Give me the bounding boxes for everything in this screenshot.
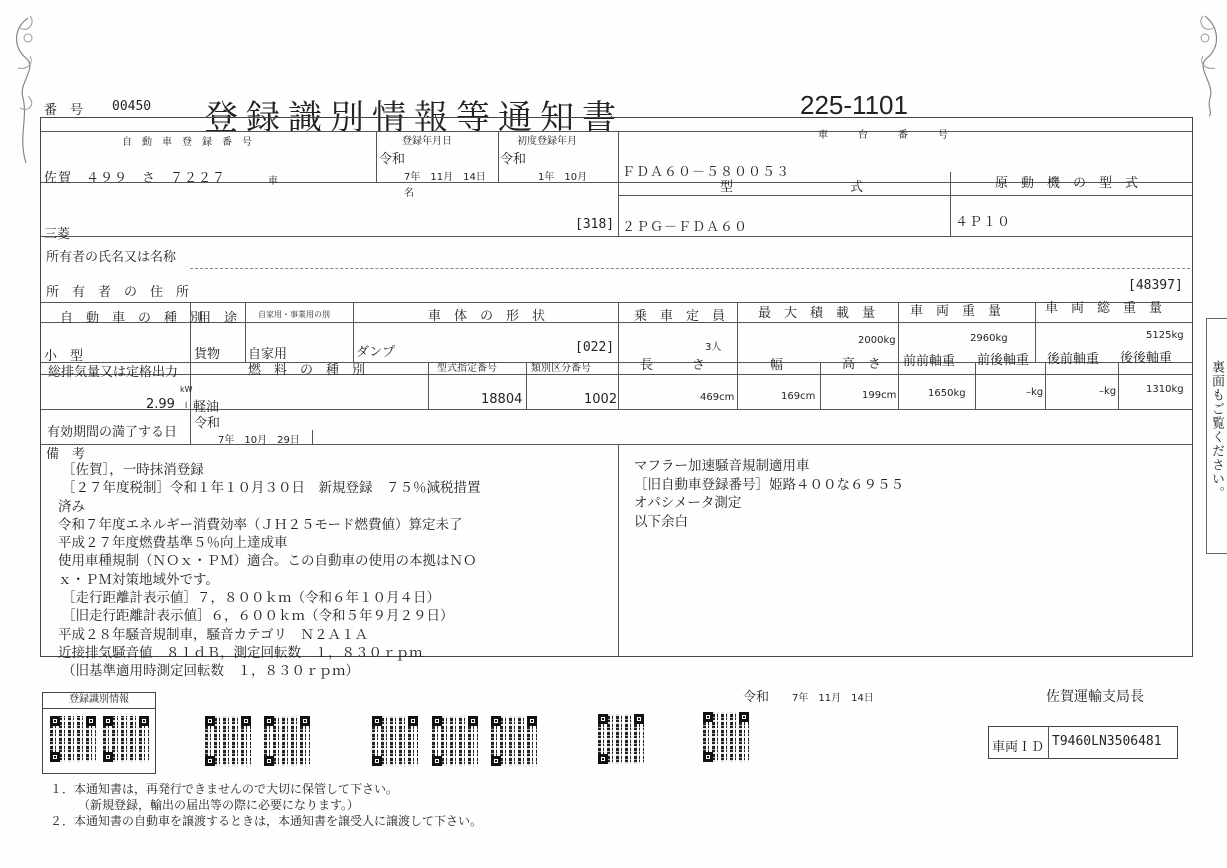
fuel-type: 軽油 [193, 400, 220, 415]
car-name-label-1: 車 [268, 176, 278, 187]
remarks-right [634, 457, 904, 531]
height-value: 199cm [862, 390, 897, 401]
remark-line: 済み [58, 498, 85, 515]
width-label: 幅 [770, 358, 784, 373]
number-value: 00450 [112, 99, 152, 114]
engine-model: ４Ｐ１０ [955, 215, 1012, 230]
vehicle-id: T9460LN3506481 [1052, 734, 1162, 749]
displacement-unit: kW [180, 385, 193, 394]
capacity-value: 3人 [705, 342, 722, 353]
document-code: 225-1101 [800, 90, 908, 120]
first-reg-era: 令和 [500, 152, 527, 167]
front-front-axle: 1650kg [928, 388, 966, 399]
reg-era: 令和 [379, 152, 406, 167]
model-value: ２ＰＧ－ＦＤＡ６０ [622, 220, 749, 235]
gross-weight-label: 車 両 総 重 量 [1045, 301, 1163, 316]
side-note: 裏面もご覧ください。 [1209, 360, 1224, 500]
fuel-type-label: 燃 料 の 種 別 [248, 363, 366, 378]
remark-line: 平成２８年騒音規制車，騒音カテゴリ Ｎ２Ａ１Ａ [58, 626, 368, 643]
type-number-label: 型式指定番号 [437, 363, 497, 374]
max-load-value: 2000kg [858, 335, 896, 346]
owner-address-code: [48397] [1128, 278, 1183, 293]
owner-address-label: 所 有 者 の 住 所 [46, 285, 190, 300]
type-number: 18804 [481, 392, 523, 407]
vehicle-weight-value: 2960kg [970, 333, 1008, 344]
max-load-label: 最 大 積 載 量 [758, 306, 876, 321]
remark-line: オパシメータ測定 [634, 495, 742, 511]
remark-line: ｘ・ＰＭ対策地域外です。 [58, 571, 219, 588]
maker-code: [318] [575, 217, 615, 232]
height-label: 高 さ [842, 357, 882, 372]
remark-line: 令和７年度エネルギー消費効率（ＪＨ２５モード燃費値）算定未了 [58, 516, 463, 533]
qr-code-icon [264, 716, 310, 766]
qr-code-icon [205, 716, 251, 766]
car-name-label-2: 名 [404, 188, 414, 199]
remark-line: 近接排気騒音値 ８１ｄＢ，測定回転数 １，８３０ｒｐｍ [58, 644, 423, 661]
owner-name-label: 所有者の氏名又は名称 [46, 250, 177, 265]
use-value: 貨物 [194, 347, 221, 362]
issue-era: 令和 [743, 690, 770, 705]
expiry-era: 令和 [194, 416, 221, 431]
front-front-axle-label: 前前軸重 [903, 354, 956, 369]
corner-ornament-right-icon [1185, 8, 1225, 118]
qr-code-icon [103, 716, 149, 762]
remark-line: 使用車種規制（ＮＯｘ・ＰＭ）適合。この自動車の使用の本拠はＮＯ [58, 553, 477, 570]
qr-code-icon [703, 712, 749, 762]
engine-label: 原 動 機 の 型 式 [995, 176, 1139, 191]
private-label: 自家用・事業用の別 [258, 310, 330, 319]
chassis-number: ＦＤＡ６０－５８００５３ [622, 165, 791, 180]
remarks-label: 備 考 [46, 447, 86, 462]
first-reg-label: 初度登録年月 [517, 136, 577, 147]
remark-line: ［佐賀］，一時抹消登録 [62, 462, 204, 478]
body-shape-code: [022] [575, 340, 615, 355]
displacement-label: 総排気量又は定格出力 [48, 365, 179, 380]
displacement-value: 2.99 [146, 397, 175, 412]
rear-front-axle-label: 後前軸重 [1047, 352, 1100, 367]
class-number-label: 類別区分番号 [531, 363, 591, 374]
qr-code-icon [598, 714, 644, 764]
number-label: 番 号 [44, 103, 84, 118]
use-label: 用 途 [198, 311, 238, 326]
rear-rear-axle: 1310kg [1146, 384, 1184, 395]
front-rear-axle-label: 前後軸重 [977, 353, 1030, 368]
class-number: 1002 [584, 392, 618, 407]
reg-date: 7年 11月 14日 [404, 172, 486, 183]
qr-code-icon [50, 716, 96, 762]
reg-info-label: 登録識別情報 [42, 692, 156, 709]
note-1: １．本通知書は，再発行できませんので大切に保管して下さい。 [50, 782, 399, 796]
displacement-liter: l [185, 401, 188, 410]
note-2: ２．本通知書の自動車を譲渡するときは，本通知書を譲受人に譲渡して下さい。 [50, 814, 483, 828]
page-title: 登録識別情報等通知書 [204, 98, 624, 138]
vehicle-kind: 小 型 [44, 349, 84, 364]
remark-line: ［走行距離計表示値］７，８００ｋｍ（令和６年１０月４日） [62, 590, 440, 607]
private-value: 自家用 [248, 347, 288, 362]
note-1b: （新規登録，輸出の届出等の際に必要になります。） [78, 798, 360, 812]
expiry-date: 7年 10月 29日 [218, 435, 300, 446]
maker-name: 三菱 [44, 227, 71, 242]
first-reg-date: 1年 10月 [538, 172, 588, 183]
gross-weight-value: 5125kg [1146, 330, 1184, 341]
width-value: 169cm [781, 391, 816, 402]
remark-line: ［旧走行距離計表示値］６，６００ｋｍ（令和５年９月２９日） [62, 608, 454, 625]
reg-number: 佐賀 ４９９ さ ７２２７ [44, 171, 227, 186]
chassis-label: 車 台 番 号 [818, 130, 948, 141]
body-shape: ダンプ [356, 345, 396, 360]
qr-code-icon [372, 716, 418, 766]
rear-rear-axle-label: 後後軸重 [1120, 351, 1173, 366]
issue-date: 7年 11月 14日 [792, 693, 874, 704]
length-value: 469cm [700, 392, 735, 403]
remark-line: ［旧自動車登録番号］姫路４００な６９５５ [634, 476, 904, 493]
remark-line: ［２７年度税制］令和１年１０月３０日 新規登録 ７５％減税措置 [62, 480, 481, 497]
vehicle-id-label: 車両ＩＤ [992, 740, 1045, 755]
issuer: 佐賀運輸支局長 [1046, 689, 1144, 705]
front-rear-axle: –kg [1026, 387, 1044, 398]
qr-code-icon [432, 716, 478, 766]
qr-code-icon [491, 716, 537, 766]
rear-front-axle: –kg [1099, 386, 1117, 397]
remarks-left [46, 461, 481, 681]
length-label: 長 さ [640, 358, 706, 373]
vehicle-kind-label: 自 動 車 の 種 別 [60, 311, 204, 326]
capacity-label: 乗 車 定 員 [634, 309, 726, 324]
remark-line: （旧基準適用時測定回転数 １，８３０ｒｐｍ） [62, 663, 359, 680]
reg-number-label: 自 動 車 登 録 番 号 [122, 137, 252, 148]
vehicle-weight-label: 車 両 重 量 [910, 304, 1002, 319]
reg-date-label: 登録年月日 [402, 136, 452, 147]
expiry-label: 有効期間の満了する日 [47, 425, 178, 440]
remark-line: 平成２７年度燃費基準５％向上達成車 [58, 535, 288, 552]
remark-line: 以下余白 [634, 513, 688, 530]
remark-line: マフラー加速騒音規制適用車 [634, 458, 810, 474]
model-label: 型 式 [720, 180, 864, 195]
body-shape-label: 車 体 の 形 状 [428, 309, 546, 324]
